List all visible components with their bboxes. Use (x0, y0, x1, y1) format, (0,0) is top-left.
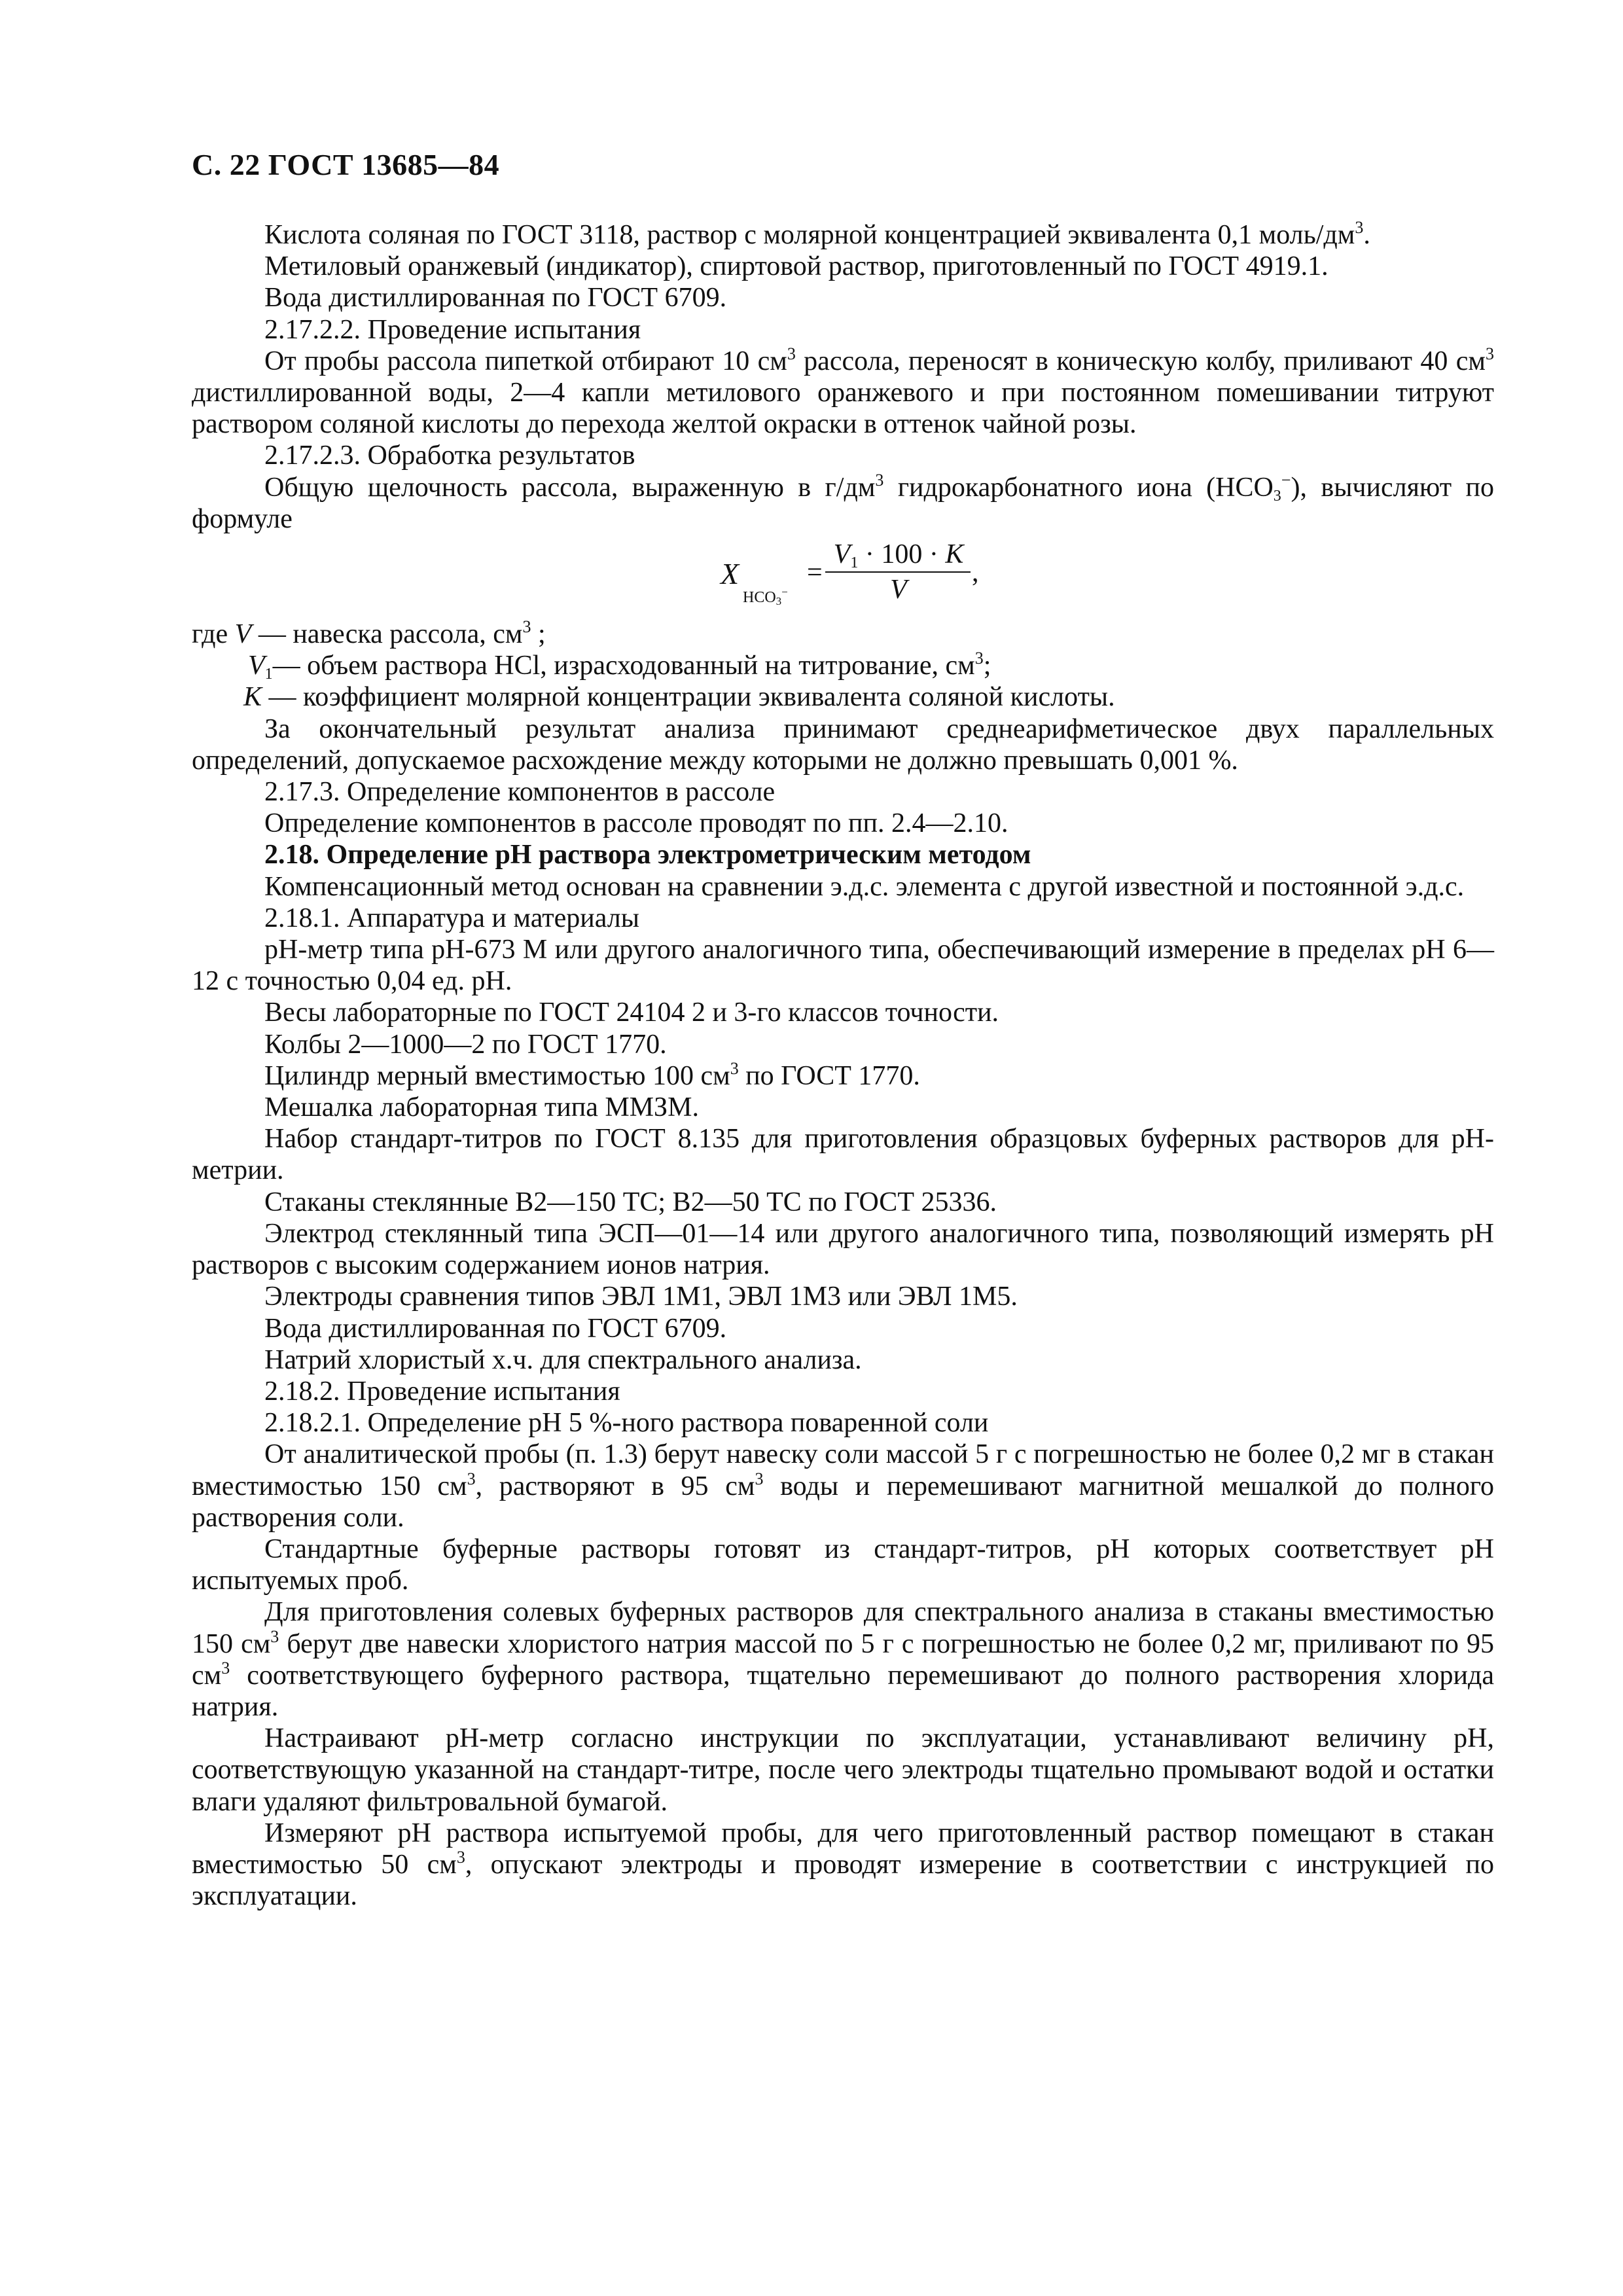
text: берут две навески хлористого натрия массой по 5 г с погрешностью не более 0,2 мг, приливают по 95 см (192, 1628, 1494, 1691)
superscript: 3 (221, 1658, 230, 1677)
paragraph-buffers: Стандартные буферные растворы готовят из стандарт-титров, pH которых соответствует pH испытуемых проб. (192, 1534, 1494, 1596)
paragraph-procedure (192, 346, 1494, 440)
legend-v (192, 619, 1494, 650)
superscript: 3 (787, 344, 796, 363)
item-ref-electrodes: Электроды сравнения типов ЭВЛ 1М1, ЭВЛ 1М3 или ЭВЛ 1М5. (264, 1282, 1018, 1312)
text: Измеряют pH раствора испытуемой пробы, для чего приготовленный раствор помещают в стакан вместимостью 50 см (192, 1818, 1494, 1880)
formula-denominator: V (890, 575, 907, 605)
superscript: − (1281, 470, 1291, 490)
text: ; (531, 619, 546, 650)
text: , растворяют в 95 см (475, 1471, 755, 1501)
superscript: 3 (270, 1626, 279, 1646)
formula-lhs-subscript (743, 582, 788, 613)
item-titrants: Набор стандарт-титров по ГОСТ 8.135 для приготовления образцовых буферных растворов для pH-метрии. (192, 1124, 1494, 1186)
text: , опускают электроды и проводят измерение в соответствии с инструкцией по эксплуатации. (192, 1849, 1494, 1912)
paragraph-final-result: За окончательный результат анализа принимают среднеарифметическое двух параллельных определений, допускаемое расхождение между которыми не должно превышать 0,001 %. (192, 713, 1494, 776)
legend-k (192, 681, 1494, 713)
text: — объем раствора HCl, израсходованный на титрование, см (272, 651, 975, 681)
paragraph-alkalinity (192, 472, 1494, 535)
superscript: 3 (755, 1469, 764, 1488)
text: ; (983, 651, 991, 681)
formula-comma: , (972, 558, 979, 588)
superscript: 3 (1355, 218, 1364, 237)
variable: K (243, 682, 262, 713)
formula-numerator (830, 539, 967, 570)
text: гидрокарбонатного иона (HCO (883, 472, 1274, 503)
paragraph-sample (192, 1439, 1494, 1534)
section-2-18-2: 2.18.2. Проведение испытания (264, 1376, 620, 1407)
section-2-17-2-3: 2.17.2.3. Обработка результатов (264, 440, 635, 471)
superscript: 3 (974, 649, 984, 668)
fraction-bar (825, 571, 971, 573)
item-stirrer: Мешалка лабораторная типа ММЗМ. (264, 1092, 699, 1123)
text: Цилиндр мерный вместимостью 100 см (264, 1060, 730, 1091)
superscript: 3 (730, 1058, 739, 1078)
page-header: С. 22 ГОСТ 13685—84 (192, 148, 500, 181)
section-2-18-2-1: 2.18.2.1. Определение pH 5 %-ного раствора поваренной соли (264, 1408, 989, 1439)
text: · 100 · (858, 539, 946, 570)
item-ph-meter: pH-метр типа pH-673 М или другого аналогичного типа, обеспечивающий измерение в пределах pH 6—12 с точностью 0,04 ед. pH. (192, 935, 1494, 997)
paragraph-calibration: Настраивают pH-метр согласно инструкции по эксплуатации, устанавливают величину pH, соответствующую указанной на стандарт-титре, после чего электроды тщательно промывают водой и остатки влаги удаляют фильтровальной бумагой. (192, 1723, 1494, 1817)
item-electrode: Электрод стеклянный типа ЭСП—01—14 или другого аналогичного типа, позволяющий измерять pH растворов с высоким содержанием ионов натрия. (192, 1218, 1494, 1281)
subscript: 1 (264, 666, 273, 683)
variable: V (833, 539, 851, 570)
text: рассола, переносят в коническую колбу, приливают 40 см (795, 346, 1486, 376)
superscript: 3 (456, 1847, 465, 1867)
superscript: − (781, 586, 788, 599)
text: ), вычисляют по формуле (192, 472, 1494, 534)
item-scales: Весы лабораторные по ГОСТ 24104 2 и 3-го классов точности. (264, 997, 999, 1028)
subscript: 1 (850, 554, 859, 572)
variable: V (234, 619, 252, 650)
subscript: 3 (776, 595, 782, 608)
text: — коэффициент молярной концентрации эквивалента соляной кислоты. (262, 682, 1115, 713)
item-cylinder (192, 1060, 1494, 1092)
section-2-18-1: 2.18.1. Аппаратура и материалы (264, 903, 639, 933)
section-2-17-3: 2.17.3. Определение компонентов в рассоле (264, 777, 776, 808)
superscript: 3 (1486, 344, 1494, 363)
item-flasks: Колбы 2—1000—2 по ГОСТ 1770. (264, 1029, 667, 1060)
section-2-17-2-2: 2.17.2.2. Проведение испытания (264, 314, 641, 345)
text: дистиллированной воды, 2—4 капли метилового оранжевого и при постоянном помешивании титруют раствором соляной кислоты до перехода желтой окраски в оттенок чайной розы. (192, 378, 1494, 440)
text: где (192, 619, 235, 650)
paragraph-saline-buffers (192, 1596, 1494, 1723)
item-beakers: Стаканы стеклянные В2—150 ТС; В2—50 ТС по ГОСТ 25336. (264, 1187, 997, 1217)
paragraph-method: Компенсационный метод основан на сравнении э.д.с. элемента с другой известной и постоянной э.д.с. (264, 871, 1465, 902)
paragraph-water: Вода дистиллированная по ГОСТ 6709. (264, 283, 727, 314)
formula-equals: = (807, 558, 823, 588)
item-water: Вода дистиллированная по ГОСТ 6709. (264, 1313, 727, 1344)
superscript: 3 (875, 470, 884, 490)
text: От пробы рассола пипеткой отбирают 10 см (264, 346, 787, 376)
text: Для приготовления солевых буферных растворов для спектрального анализа в стаканы вместимостью 150 см (192, 1597, 1494, 1659)
text: . (1363, 220, 1370, 250)
superscript: 3 (467, 1469, 476, 1488)
formula-lhs: X (721, 557, 740, 591)
text: — навеска рассола, см (251, 619, 523, 650)
variable: K (945, 539, 964, 570)
text: Общую щелочность рассола, выраженную в г/дм (264, 472, 876, 503)
text: соответствующего буферного раствора, тщательно перемешивают до полного растворения хлорида натрия. (192, 1660, 1494, 1722)
paragraph-measurement (192, 1818, 1494, 1912)
paragraph-components: Определение компонентов в рассоле проводят по пп. 2.4—2.10. (264, 808, 1008, 839)
text: Кислота соляная по ГОСТ 3118, раствор с молярной концентрацией эквивалента 0,1 моль/дм (264, 220, 1355, 250)
variable: V (248, 651, 265, 681)
text: воды и перемешивают магнитной мешалкой до полного растворения соли. (192, 1471, 1494, 1533)
subscript: 3 (1273, 487, 1281, 505)
section-2-18-heading: 2.18. Определение pH раствора электрометрическим методом (264, 840, 1031, 870)
formula-alkalinity (192, 540, 1494, 612)
text: HCO (743, 589, 776, 607)
paragraph-hcl-reagent (192, 219, 1494, 251)
paragraph-indicator: Метиловый оранжевый (индикатор), спиртовой раствор, приготовленный по ГОСТ 4919.1. (264, 251, 1329, 282)
text: по ГОСТ 1770. (738, 1060, 920, 1091)
legend-v1 (192, 650, 1494, 681)
item-nacl: Натрий хлористый х.ч. для спектрального анализа. (264, 1344, 862, 1375)
document-body (192, 219, 1494, 1912)
superscript: 3 (522, 617, 531, 637)
text: От аналитической пробы (п. 1.3) берут навеску соли массой 5 г с погрешностью не более 0,2 мг в стакан вместимостью 150 см (192, 1439, 1494, 1501)
